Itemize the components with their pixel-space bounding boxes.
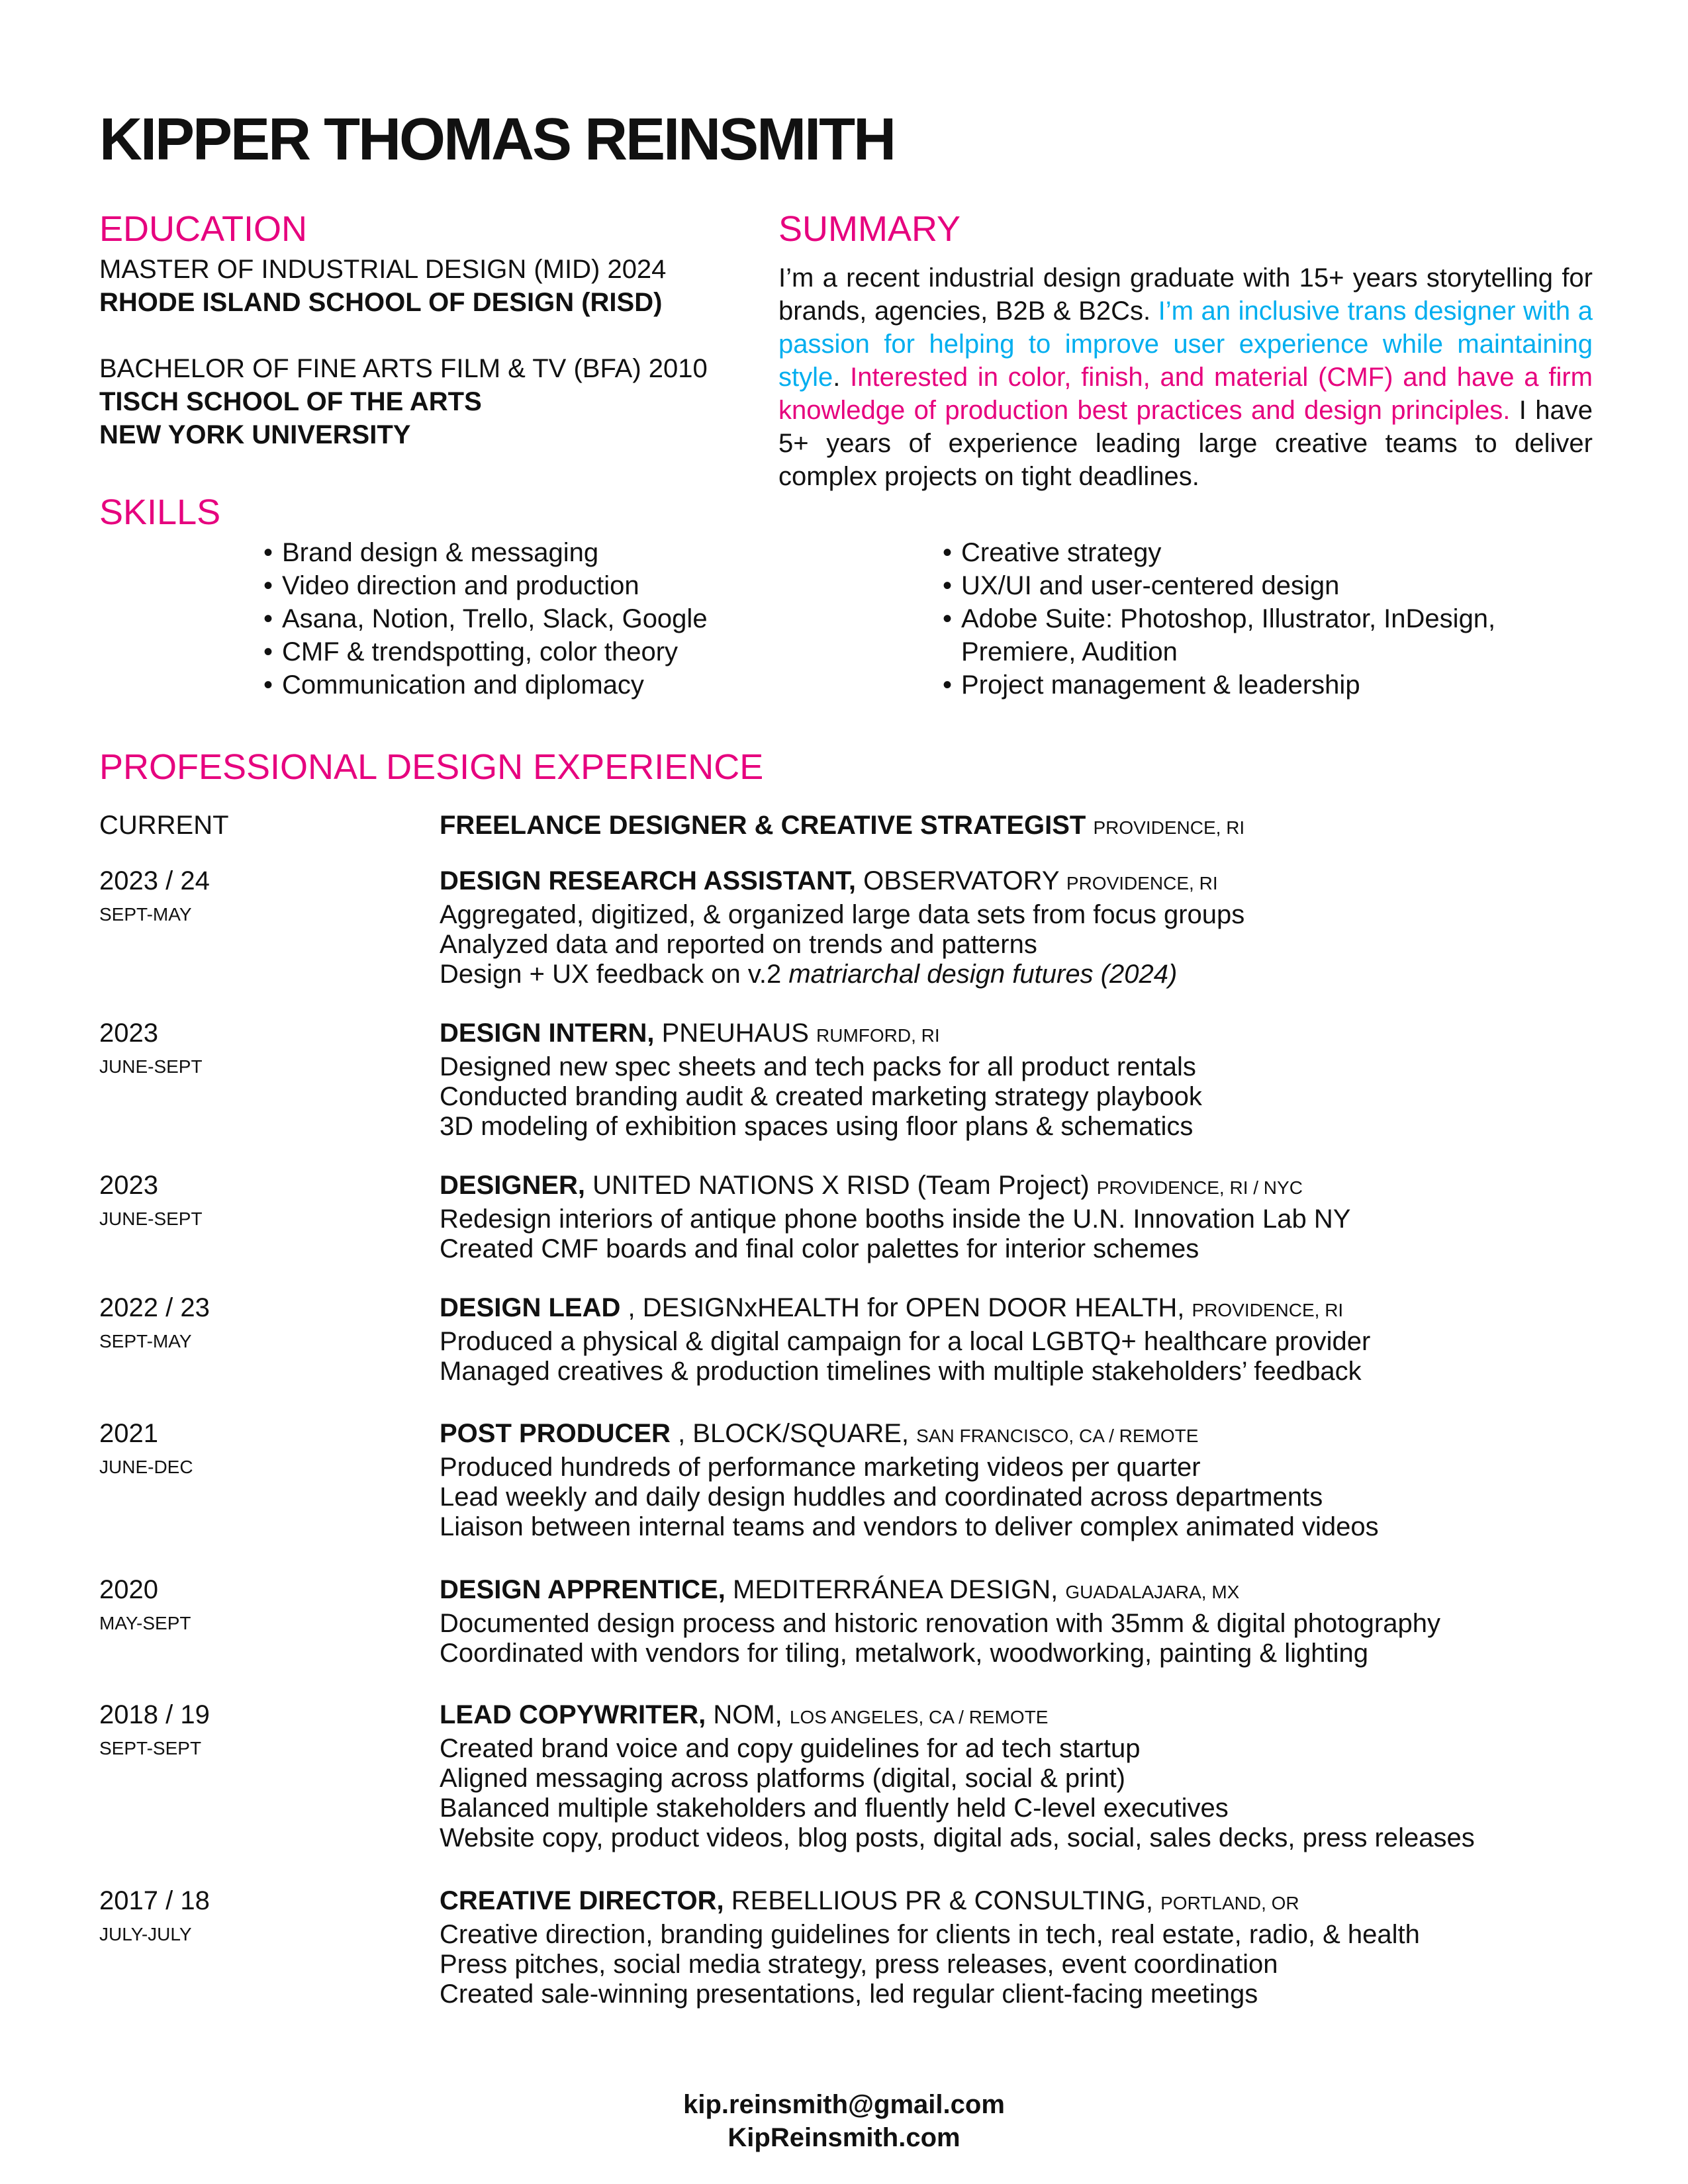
job-title: POST PRODUCER — [440, 1419, 671, 1448]
skill-item-continued: Premiere, Audition — [961, 637, 1178, 666]
job-entry — [440, 1884, 1631, 2009]
job-location: GUADALAJARA, MX — [1065, 1582, 1240, 1602]
skill-item: • UX/UI and user-centered design — [943, 571, 1340, 600]
school-nyu: NEW YORK UNIVERSITY — [99, 420, 411, 449]
job-title: DESIGN RESEARCH ASSISTANT, — [440, 866, 856, 895]
job-header — [440, 1017, 1631, 1052]
job-year: 2023 — [99, 1171, 158, 1200]
job-location: LOS ANGELES, CA / REMOTE — [789, 1707, 1049, 1727]
job-title: DESIGN LEAD — [440, 1293, 621, 1322]
job-year: 2017 / 18 — [99, 1886, 210, 1915]
job-entry — [440, 809, 1631, 844]
summary-part: . — [833, 363, 851, 392]
job-months: JUNE-SEPT — [99, 1056, 203, 1077]
summary-part: I have 5+ years of experience leading large creative teams to deliver complex projects on tight deadlines. — [778, 396, 1593, 491]
job-duty: Designed new spec sheets and tech packs for all product rentals — [440, 1052, 1196, 1081]
job-duty: Created brand voice and copy guidelines for ad tech startup — [440, 1734, 1141, 1763]
job-organization: NOM, — [713, 1700, 782, 1729]
summary-heading: SUMMARY — [778, 209, 961, 249]
skill-item: • Asana, Notion, Trello, Slack, Google — [263, 604, 708, 633]
skill-item: • Adobe Suite: Photoshop, Illustrator, InDesign, — [943, 604, 1496, 633]
job-year: 2020 — [99, 1575, 158, 1604]
skills-list-2 — [943, 536, 1495, 702]
job-date — [99, 1884, 210, 1948]
job-organization: MEDITERRÁNEA DESIGN, — [733, 1575, 1058, 1604]
summary-part: I’m a recent industrial design graduate with 15+ years storytelling for brands, agencies, B2B & B2Cs. — [778, 263, 1593, 326]
job-entry — [440, 864, 1631, 989]
job-title: CREATIVE DIRECTOR, — [440, 1886, 724, 1915]
education-heading: EDUCATION — [99, 209, 308, 249]
job-location: PROVIDENCE, RI — [1192, 1300, 1344, 1320]
job-location: PROVIDENCE, RI — [1093, 817, 1245, 838]
job-duty-italic: matriarchal design futures (2024) — [788, 960, 1178, 989]
footer-email[interactable]: kip.reinsmith@gmail.com — [683, 2090, 1005, 2119]
summary-highlight-blue: I’m an inclusive trans designer with a passion for helping to improve user experience while maintaining style — [778, 296, 1593, 392]
job-location: SAN FRANCISCO, CA / REMOTE — [916, 1426, 1199, 1446]
job-location: PROVIDENCE, RI / NYC — [1096, 1177, 1303, 1198]
job-organization: OBSERVATORY — [863, 866, 1059, 895]
job-date — [99, 809, 229, 842]
job-year: 2023 — [99, 1019, 158, 1048]
job-location: PROVIDENCE, RI — [1066, 873, 1218, 893]
job-duty: Design + UX feedback on v.2 matriarchal design futures (2024) — [440, 960, 1178, 989]
job-duty: Creative direction, branding guidelines for clients in tech, real estate, radio, & health — [440, 1920, 1420, 1949]
resume-name: KIPPER THOMAS REINSMITH — [99, 107, 895, 173]
skills-list-1 — [263, 536, 708, 702]
job-header — [440, 1417, 1631, 1453]
job-duty: Redesign interiors of antique phone booths inside the U.N. Innovation Lab NY — [440, 1205, 1351, 1234]
job-duty: Balanced multiple stakeholders and fluently held C-level executives — [440, 1794, 1229, 1823]
job-year: 2022 / 23 — [99, 1293, 210, 1322]
job-duty: Website copy, product videos, blog posts, digital ads, social, sales decks, press releases — [440, 1823, 1475, 1852]
job-duty: Press pitches, social media strategy, press releases, event coordination — [440, 1950, 1278, 1979]
job-duty: Created CMF boards and final color palettes for interior schemes — [440, 1234, 1199, 1263]
skill-item: • CMF & trendspotting, color theory — [263, 637, 679, 666]
skill-item: • Brand design & messaging — [263, 538, 599, 567]
experience-heading: PROFESSIONAL DESIGN EXPERIENCE — [99, 747, 764, 787]
footer-website[interactable]: KipReinsmith.com — [727, 2123, 961, 2152]
skill-item: • Creative strategy — [943, 538, 1162, 567]
job-entry — [440, 1291, 1631, 1387]
job-duty: Created sale-winning presentations, led regular client-facing meetings — [440, 1979, 1258, 2009]
degree-bfa: BACHELOR OF FINE ARTS FILM & TV (BFA) 2010 — [99, 354, 708, 383]
job-header — [440, 1291, 1631, 1327]
job-date — [99, 1169, 203, 1232]
job-months: JUNE-DEC — [99, 1457, 193, 1477]
job-organization: , DESIGNxHEALTH for OPEN DOOR HEALTH, — [628, 1293, 1185, 1322]
job-months: MAY-SEPT — [99, 1613, 191, 1633]
job-date — [99, 1017, 203, 1080]
job-year: 2018 / 19 — [99, 1700, 210, 1729]
job-duty: Coordinated with vendors for tiling, metalwork, woodworking, painting & lighting — [440, 1639, 1368, 1668]
job-title: DESIGN INTERN, — [440, 1019, 655, 1048]
job-months: SEPT-MAY — [99, 1331, 192, 1351]
job-duty: 3D modeling of exhibition spaces using floor plans & schematics — [440, 1112, 1194, 1141]
job-date — [99, 1698, 210, 1762]
job-entry — [440, 1573, 1631, 1668]
job-year: 2021 — [99, 1419, 158, 1448]
job-header — [440, 1884, 1631, 1920]
job-duty: Aligned messaging across platforms (digital, social & print) — [440, 1764, 1125, 1793]
summary-text — [778, 261, 1593, 493]
job-organization: UNITED NATIONS X RISD (Team Project) — [592, 1171, 1090, 1200]
job-header — [440, 864, 1631, 900]
job-months: JUNE-SEPT — [99, 1208, 203, 1229]
school-risd: RHODE ISLAND SCHOOL OF DESIGN (RISD) — [99, 288, 663, 317]
job-duty: Produced hundreds of performance marketing videos per quarter — [440, 1453, 1201, 1482]
job-entry — [440, 1698, 1631, 1853]
job-location: PORTLAND, OR — [1160, 1893, 1299, 1913]
job-organization: PNEUHAUS — [661, 1019, 809, 1048]
job-duty: Aggregated, digitized, & organized large data sets from focus groups — [440, 900, 1245, 929]
job-entry — [440, 1017, 1631, 1142]
job-date — [99, 864, 210, 928]
job-duty: Liaison between internal teams and vendors to deliver complex animated videos — [440, 1512, 1379, 1541]
job-year: 2023 / 24 — [99, 866, 210, 895]
job-header — [440, 1573, 1631, 1609]
education-section — [99, 253, 708, 451]
job-duty: Documented design process and historic renovation with 35mm & digital photography — [440, 1609, 1440, 1638]
job-duty: Conducted branding audit & created marketing strategy playbook — [440, 1082, 1202, 1111]
skill-item: • Video direction and production — [263, 571, 639, 600]
skill-item: • Communication and diplomacy — [263, 670, 644, 700]
job-organization: , BLOCK/SQUARE, — [678, 1419, 910, 1448]
job-title: DESIGNER, — [440, 1171, 586, 1200]
job-entry — [440, 1169, 1631, 1264]
job-date — [99, 1573, 191, 1637]
degree-mid: MASTER OF INDUSTRIAL DESIGN (MID) 2024 — [99, 255, 667, 284]
job-location: RUMFORD, RI — [816, 1025, 940, 1046]
job-months: JULY-JULY — [99, 1924, 192, 1944]
job-duty: Produced a physical & digital campaign for a local LGBTQ+ healthcare provider — [440, 1327, 1371, 1356]
job-title: FREELANCE DESIGNER & CREATIVE STRATEGIST — [440, 811, 1086, 840]
job-organization: REBELLIOUS PR & CONSULTING, — [731, 1886, 1153, 1915]
job-months: SEPT-MAY — [99, 904, 192, 925]
job-header — [440, 809, 1631, 844]
job-title: DESIGN APPRENTICE, — [440, 1575, 726, 1604]
job-duty: Managed creatives & production timelines with multiple stakeholders’ feedback — [440, 1357, 1362, 1386]
job-header — [440, 1698, 1631, 1734]
school-tisch: TISCH SCHOOL OF THE ARTS — [99, 387, 482, 416]
skills-heading: SKILLS — [99, 492, 221, 532]
job-year: CURRENT — [99, 811, 229, 840]
job-duty: Analyzed data and reported on trends and patterns — [440, 930, 1037, 959]
job-date — [99, 1417, 193, 1480]
job-header — [440, 1169, 1631, 1205]
skill-item: • Project management & leadership — [943, 670, 1360, 700]
job-months: SEPT-SEPT — [99, 1738, 202, 1758]
job-entry — [440, 1417, 1631, 1542]
summary-highlight-pink: Interested in color, finish, and material (CMF) and have a firm knowledge of production best practices and design principles. — [778, 363, 1593, 425]
job-duty: Lead weekly and daily design huddles and coordinated across departments — [440, 1482, 1323, 1512]
job-date — [99, 1291, 210, 1355]
job-title: LEAD COPYWRITER, — [440, 1700, 706, 1729]
